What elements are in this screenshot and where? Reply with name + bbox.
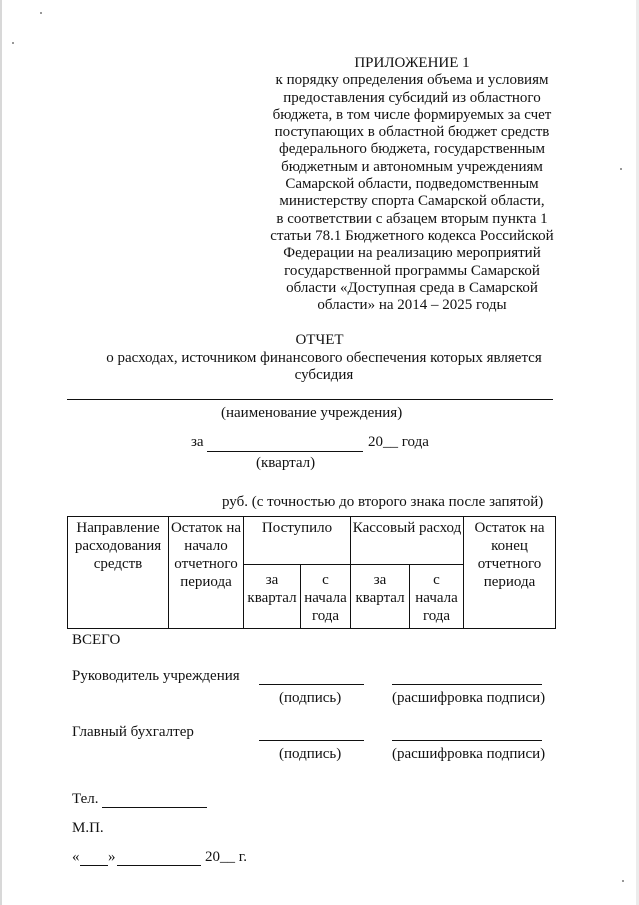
head-label: Руководитель учреждения [72,668,240,684]
report-table [67,516,556,629]
subheader-expense-ytd: с начала года [410,565,464,629]
head-signature-caption: (подпись) [279,690,342,706]
phone-field[interactable] [102,807,207,808]
head-signature-field[interactable] [259,684,364,685]
scan-speck [620,168,622,170]
period-year: 20__ года [368,434,429,450]
appendix-line: предоставления субсидий из областного [283,89,541,106]
date-year: 20__ г. [205,849,247,865]
header-direction: Направление расходования средств [68,517,169,629]
subheader-expense-quarter: за квартал [351,565,410,629]
accountant-label: Главный бухгалтер [72,724,194,740]
header-end-balance: Остаток на конец отчетного периода [464,517,556,629]
header-received: Поступило [244,517,351,565]
scan-speck [40,12,42,14]
phone-label: Тел. [72,791,99,807]
appendix-block [246,55,578,314]
appendix-line: в соответствии с абзацем вторым пункта 1 [276,210,548,227]
institution-name-field[interactable] [67,399,553,400]
units-note: руб. (с точностью до второго знака после запятой) [222,494,544,510]
quarter-caption: (квартал) [256,455,316,471]
header-start-balance: Остаток на начало отчетного периода [169,517,244,629]
accountant-decode-caption: (расшифровка подписи) [392,746,546,762]
appendix-line: Самарской области, подведомственным [285,176,539,193]
subheader-received-quarter: за квартал [244,565,301,629]
accountant-decode-field[interactable] [392,740,542,741]
appendix-line: Федерации на реализацию мероприятий [283,245,541,262]
appendix-line: государственной программы Самарской [284,262,540,279]
scan-speck [622,880,624,882]
appendix-line: статьи 78.1 Бюджетного кодекса Российской [270,227,554,244]
quarter-field[interactable] [207,451,363,452]
appendix-line: к порядку определения объема и условиям [275,72,549,89]
accountant-signature-caption: (подпись) [279,746,342,762]
appendix-line: бюджетным и автономным учреждениям [281,158,543,175]
date-open-quote: « [72,849,80,865]
accountant-signature-field[interactable] [259,740,364,741]
appendix-line: министерству спорта Самарской области, [279,193,545,210]
header-cash-expense: Кассовый расход [351,517,464,565]
stamp-label: М.П. [72,820,104,836]
institution-caption: (наименование учреждения) [221,405,403,421]
scan-speck [12,42,14,44]
period-prefix: за [191,434,204,450]
report-title: ОТЧЕТ [295,332,344,348]
appendix-line: поступающих в областной бюджет средств [274,124,550,141]
appendix-line: области» на 2014 – 2025 годы [317,297,507,314]
date-close-quote: » [108,849,116,865]
appendix-line: области «Доступная среда в Самарской [286,279,538,296]
appendix-line: бюджета, в том числе формируемых за счет [272,106,552,123]
subheader-received-ytd: с начала года [301,565,351,629]
date-day-field[interactable] [80,865,108,866]
head-decode-caption: (расшифровка подписи) [392,690,546,706]
appendix-line: федерального бюджета, государственным [278,141,545,158]
head-decode-field[interactable] [392,684,542,685]
report-subtitle: о расходах, источником финансового обеспечения которых является субсидия [106,350,542,383]
scan-left-edge [0,0,2,905]
date-month-field[interactable] [117,865,201,866]
total-label: ВСЕГО [72,632,121,648]
appendix-title: ПРИЛОЖЕНИЕ 1 [354,55,470,71]
